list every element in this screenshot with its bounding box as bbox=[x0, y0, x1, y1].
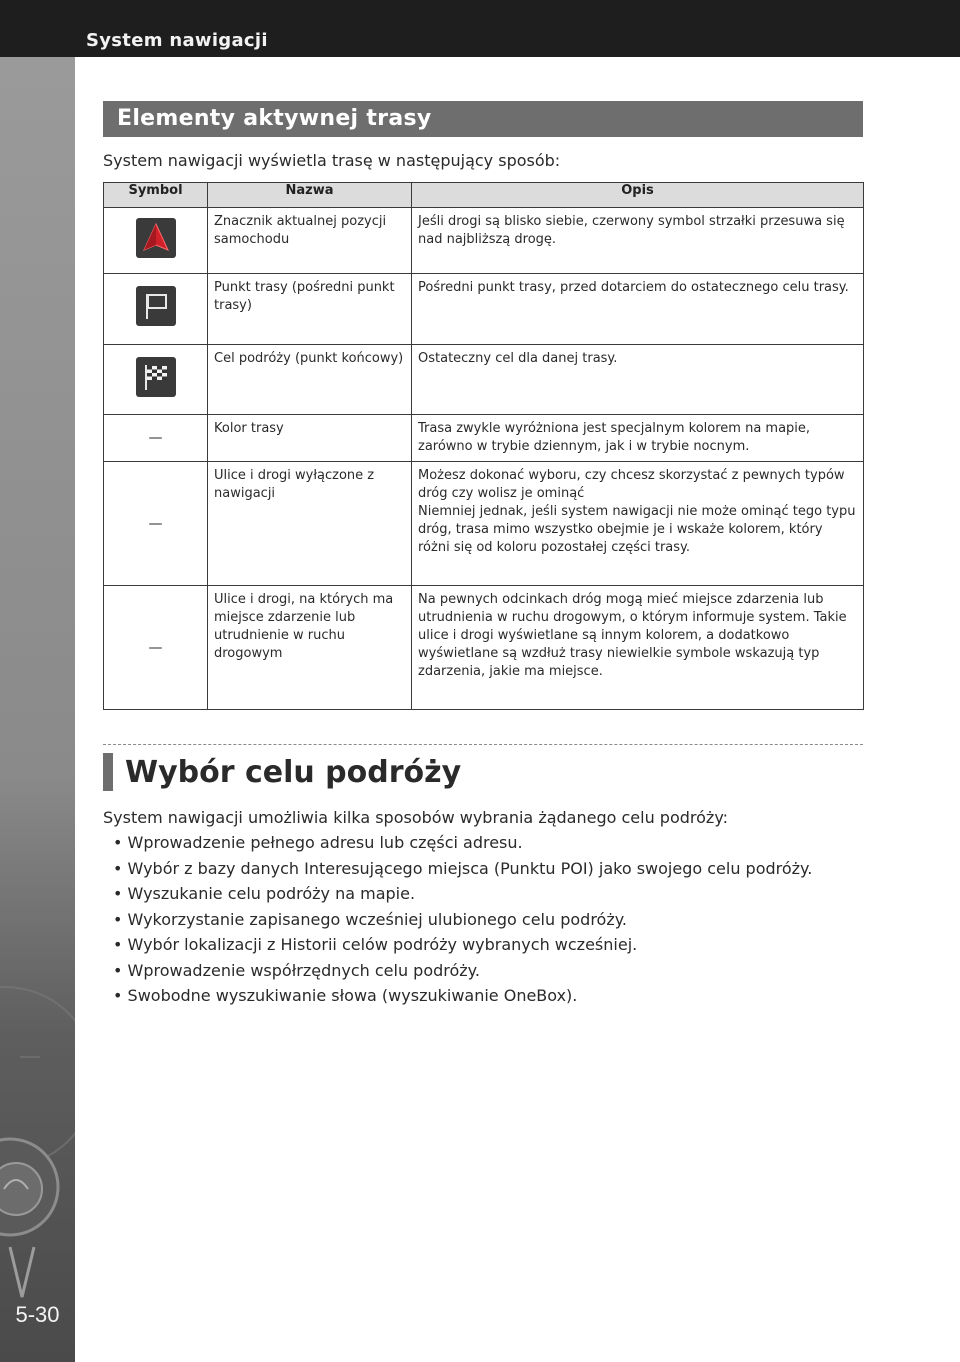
name-cell: Ulice i drogi wyłączone z nawigacji bbox=[208, 462, 412, 586]
heading-accent-bar bbox=[103, 753, 113, 791]
heading-text: Wybór celu podróży bbox=[125, 754, 462, 790]
list-item: • Wprowadzenie współrzędnych celu podróży. bbox=[113, 958, 863, 984]
section2-intro: System nawigacji umożliwia kilka sposobów wybrania żądanego celu podróży: bbox=[103, 808, 729, 827]
page-content bbox=[103, 101, 863, 1009]
checkered-flag-icon bbox=[136, 357, 176, 397]
description-cell: Trasa zwykle wyróżniona jest specjalnym kolorem na mapie, zarówno w trybie dziennym, jak i w trybie nocnym. bbox=[412, 415, 864, 462]
list-item: • Swobodne wyszukiwanie słowa (wyszukiwanie OneBox). bbox=[113, 983, 863, 1009]
name-cell: Punkt trasy (pośredni punkt trasy) bbox=[208, 274, 412, 345]
symbol-cell bbox=[104, 208, 208, 274]
column-header-symbol: Symbol bbox=[104, 183, 208, 208]
table-row bbox=[104, 586, 864, 710]
description-cell: Możesz dokonać wyboru, czy chcesz skorzystać z pewnych typów dróg czy wolisz je ominąć Niemniej jednak, jeśli system nawigacji nie może ominąć tego typu dróg, trasa mimo wszystko obejmie je i wskaże kolorem, który różni się od koloru pozostałej części trasy. bbox=[412, 462, 864, 586]
table-row bbox=[104, 345, 864, 415]
column-header-description: Opis bbox=[412, 183, 864, 208]
name-cell: Ulice i drogi, na których ma miejsce zdarzenie lub utrudnienie w ruchu drogowym bbox=[208, 586, 412, 710]
description-cell: Ostateczny cel dla danej trasy. bbox=[412, 345, 864, 415]
list-item: • Wykorzystanie zapisanego wcześniej ulubionego celu podróży. bbox=[113, 907, 863, 933]
table-row bbox=[104, 208, 864, 274]
symbol-cell: — bbox=[104, 586, 208, 710]
section-intro: System nawigacji wyświetla trasę w następujący sposób: bbox=[103, 151, 561, 170]
table-row bbox=[104, 462, 864, 586]
description-cell: Pośredni punkt trasy, przed dotarciem do ostatecznego celu trasy. bbox=[412, 274, 864, 345]
name-cell: Znacznik aktualnej pozycji samochodu bbox=[208, 208, 412, 274]
symbol-cell: — bbox=[104, 462, 208, 586]
destination-methods-list bbox=[103, 830, 863, 1009]
list-item: • Wybór lokalizacji z Historii celów podróży wybranych wcześniej. bbox=[113, 932, 863, 958]
name-cell: Kolor trasy bbox=[208, 415, 412, 462]
column-header-name: Nazwa bbox=[208, 183, 412, 208]
list-item: • Wybór z bazy danych Interesującego miejsca (Punktu POI) jako swojego celu podróży. bbox=[113, 856, 863, 882]
section-title-active-route: Elementy aktywnej trasy bbox=[103, 101, 863, 137]
table-row bbox=[104, 274, 864, 345]
table-header-row bbox=[104, 183, 864, 208]
symbol-cell bbox=[104, 274, 208, 345]
top-header-bar bbox=[0, 0, 960, 57]
header-title: System nawigacji bbox=[86, 30, 268, 51]
page-number: 5-30 bbox=[15, 1302, 60, 1327]
section-divider bbox=[103, 744, 863, 745]
list-item: • Wprowadzenie pełnego adresu lub części adresu. bbox=[113, 830, 863, 856]
name-cell: Cel podróży (punkt końcowy) bbox=[208, 345, 412, 415]
description-cell: Jeśli drogi są blisko siebie, czerwony symbol strzałki przesuwa się nad najbliższą drogę. bbox=[412, 208, 864, 274]
flag-icon bbox=[136, 286, 176, 326]
car-position-arrow-icon bbox=[136, 218, 176, 258]
table-row bbox=[104, 415, 864, 462]
left-side-band bbox=[0, 57, 75, 1362]
symbol-cell bbox=[104, 345, 208, 415]
section-heading-destination bbox=[103, 751, 863, 793]
route-elements-table bbox=[103, 182, 864, 710]
symbol-cell: — bbox=[104, 415, 208, 462]
list-item: • Wyszukanie celu podróży na mapie. bbox=[113, 881, 863, 907]
description-cell: Na pewnych odcinkach dróg mogą mieć miejsce zdarzenia lub utrudnienia w ruchu drogowym, o którym informuje system. Takie ulice i drogi wyświetlane są innym kolorem, a dodatkowo wyświetlane są wzdłuż trasy niewielkie symbole wskazują typ zdarzenia, jakie ma miejsce. bbox=[412, 586, 864, 710]
